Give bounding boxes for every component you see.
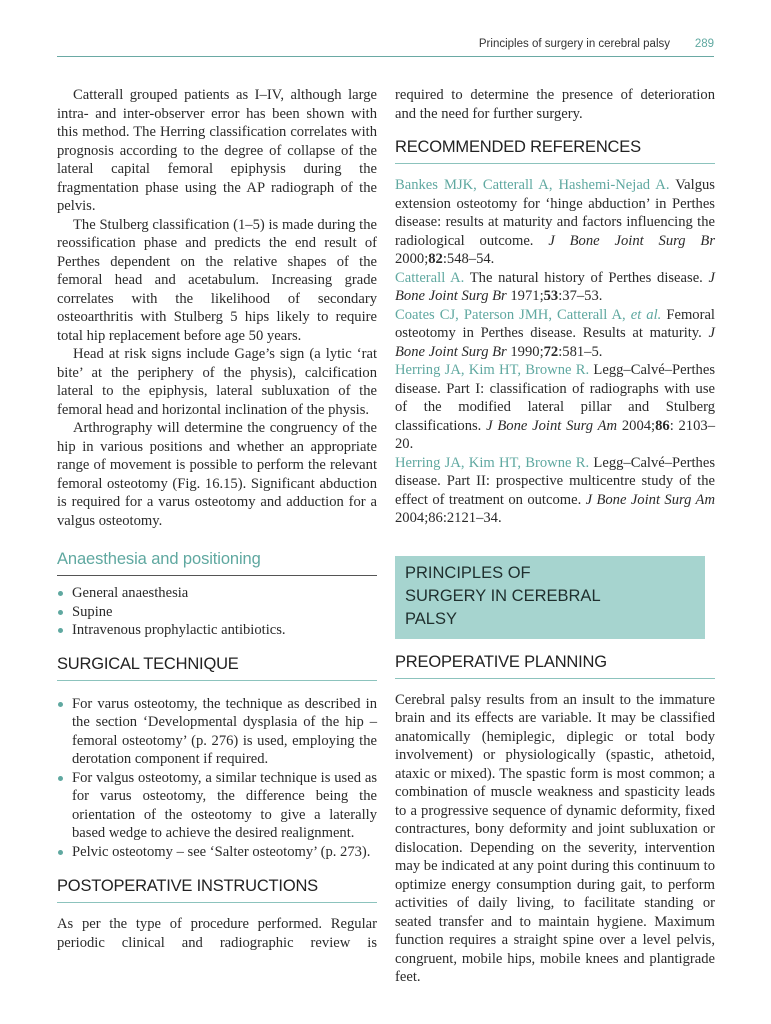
bullet-icon [58,702,63,707]
surgical-technique-list [57,695,377,862]
bullet-icon [58,628,63,633]
bullet-icon [58,850,63,855]
list-item: For valgus osteotomy, a similar technique is used as for varus osteotomy, the difference being the orientation of the osteotomy to give a laterally based wedge to achieve the desired realignment. [57,769,377,843]
list-item: Supine [57,603,377,622]
reference-authors: Coates CJ, Paterson JMH, Catterall A, [395,306,631,323]
paragraph-catterall: Catterall grouped patients as I–IV, although large intra- and inter-observer error has been shown with this method. The Herring classification correlates with prognosis according to the degree of collapse of the lateral capital femoral epiphysis during the fragmentation phase using the AP radiograph of the pelvis. [57,87,377,214]
heading-surgical-technique: SURGICAL TECHNIQUE [57,655,377,681]
bullet-icon [58,610,63,615]
paragraph-continuation: required to determine the presence of deterioration and the need for further surgery. [395,87,715,122]
heading-preoperative-planning: PREOPERATIVE PLANNING [395,653,715,679]
list-item: Pelvic osteotomy – see ‘Salter osteotomy’ (p. 273). [57,843,377,862]
paragraph-arthrography: Arthrography will determine the congruency of the hip in various positions and whether an appropriate range of movement is possible to perform the relevant femoral osteotomy (Fig. 16.15). Significant abduction is required for a varus osteotomy and adduction for a valgus osteotomy. [57,420,377,529]
paragraph-head-at-risk: Head at risk signs include Gage’s sign (a lytic ‘rat bite’ at the periphery of the physis), calcification lateral to the epiphysis, lateral subluxation of the femoral head and horizontal inclination of the physis. [57,346,377,418]
list-item: For varus osteotomy, the technique as described in the section ‘Developmental dysplasia of the hip – femoral osteotomy’ (p. 276) is used, employing the derotation component if required. [57,695,377,769]
reference-authors: Catterall A. [395,269,465,286]
reference-item: Catterall A. The natural history of Perthes disease. J Bone Joint Surg Br 1971;53:37–53. [395,269,715,304]
reference-authors: Bankes MJK, Catterall A, Hashemi-Nejad A. [395,177,670,193]
reference-item: Herring JA, Kim HT, Browne R. Legg–Calvé–Perthes disease. Part II: prospective multicentre study of the effect of treatment on outcome. J Bone Joint Surg Am 2004;86:2121–34. [395,454,716,526]
paragraph-stulberg: The Stulberg classification (1–5) is made during the reossification phase and predicts the end result of Perthes dependent on the relative shapes of the femoral head and acetabulum. Increasing grade correlates with the likelihood of secondary osteoarthritis with Stulberg 5 hips likely to require total hip replacement before age 50 years. [57,216,377,344]
heading-anaesthesia: Anaesthesia and positioning [57,550,377,576]
reference-item: Bankes MJK, Catterall A, Hashemi-Nejad A. Valgus extension osteotomy for ‘hinge abduction’ in Perthes disease: results at maturity and factors influencing the radiological outcome. J Bone Joint Surg Br 2000;82:548–54. [395,177,715,267]
bullet-icon [58,591,63,596]
heading-references: RECOMMENDED REFERENCES [395,138,715,164]
paragraph-preoperative: Cerebral palsy results from an insult to the immature brain and its effects are variable. It may be classified anatomically (hemiplegic, diplegic or total body involvement) or physiologically (spastic, athetoid, ataxic or mixed). The spastic form is most common; a combination of muscle weakness and spasticity leads to a progressive sequence of dynamic deformity, fixed contractures, bony deformity and joint subluxation or dislocation. Depending on the severity, intervention may be indicated at any point during this continuum to optimize energy consumption during gait, to perform activities of daily living, to facilitate standing or seated transfer and to maintain hygiene. Maximum function requires a straight spine over a level pelvis, congruent, mobile hips, mobile knees and plantigrade feet. [395,691,715,985]
running-head [57,38,714,57]
left-column [57,86,377,952]
chapter-heading-box: PRINCIPLES OF SURGERY IN CEREBRAL PALSY [395,556,705,639]
reference-item: Herring JA, Kim HT, Browne R. Legg–Calvé–Perthes disease. Part I: classification of radiographs with use of the modified lateral pillar and Stulberg classifications. J Bone Joint Surg Am 2004;86: 2103–20. [395,362,716,452]
right-column [395,86,715,987]
page-number: 289 [694,38,714,50]
running-head-title: Principles of surgery in cerebral palsy [478,38,670,50]
heading-postoperative: POSTOPERATIVE INSTRUCTIONS [57,877,377,903]
bullet-icon [58,776,63,781]
paragraph-postoperative: As per the type of procedure performed. Regular periodic clinical and radiographic review is [57,916,377,951]
reference-authors: Herring JA, Kim HT, Browne R. [395,362,590,378]
list-item: Intravenous prophylactic antibiotics. [57,621,377,640]
list-item: General anaesthesia [57,584,377,603]
reference-authors: Herring JA, Kim HT, Browne R. [395,454,590,471]
reference-item: Coates CJ, Paterson JMH, Catterall A, et al. Femoral osteotomy in Perthes disease. Results at maturity. J Bone Joint Surg Br 1990;72:581–5. [395,306,715,360]
anaesthesia-list [57,584,377,640]
